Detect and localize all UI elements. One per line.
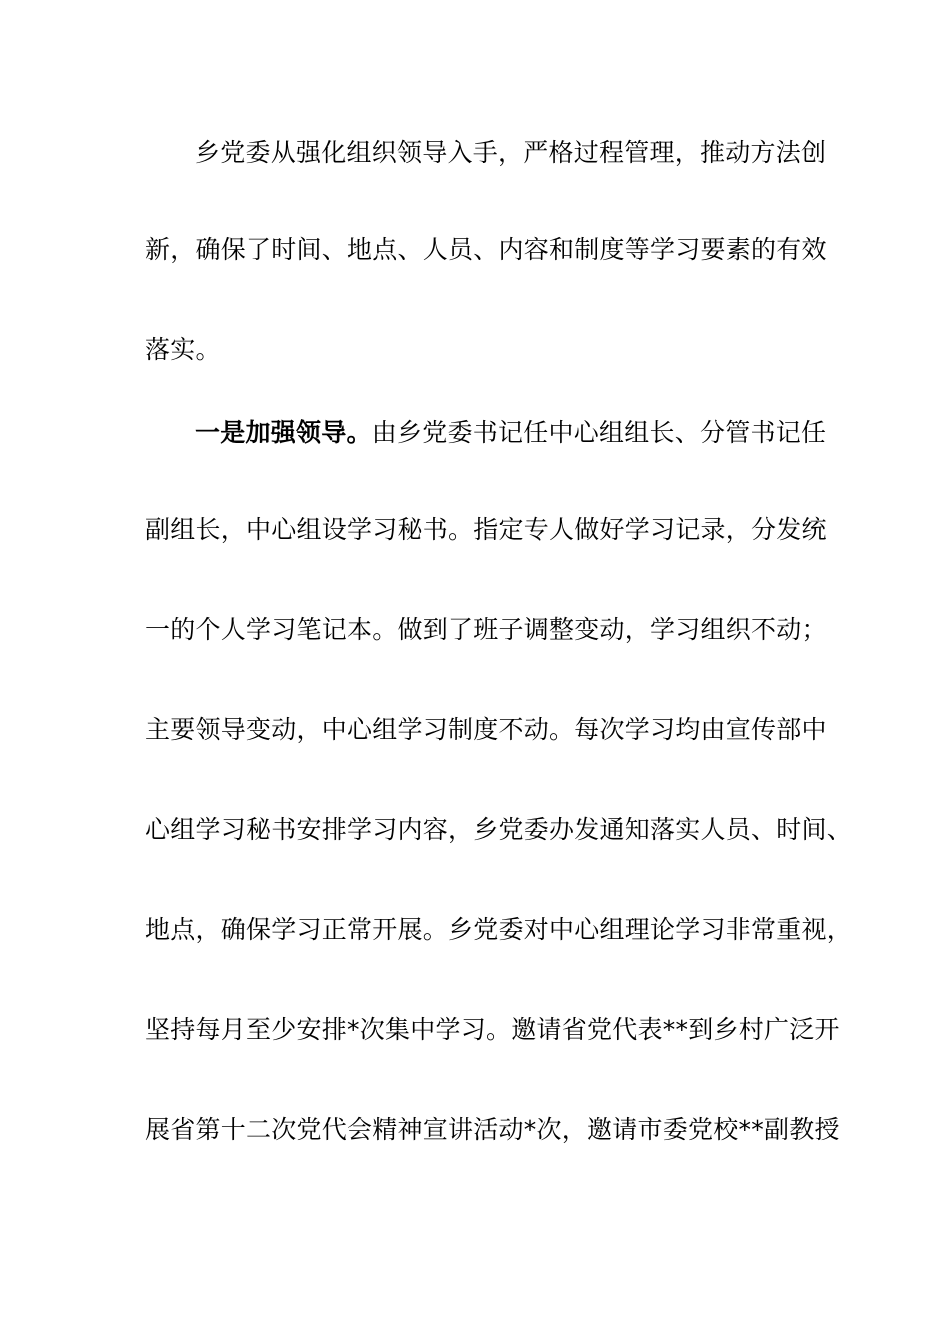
paragraph-2-line-6: 地点，确保学习正常开展。乡党委对中心组理论学习非常重视， xyxy=(145,915,853,944)
paragraph-2-line-1-text: 由乡党委书记任中心组组长、分管书记任 xyxy=(371,418,827,447)
paragraph-2-lead: 一是加强领导。 xyxy=(195,418,372,447)
paragraph-2-line-4: 主要领导变动，中心组学习制度不动。每次学习均由宣传部中 xyxy=(145,715,827,744)
paragraph-1-line-2: 新，确保了时间、地点、人员、内容和制度等学习要素的有效 xyxy=(145,235,827,264)
paragraph-2-line-2: 副组长，中心组设学习秘书。指定专人做好学习记录，分发统 xyxy=(145,515,827,544)
paragraph-1-line-3: 落实。 xyxy=(145,335,221,364)
paragraph-2-line-3: 一的个人学习笔记本。做到了班子调整变动，学习组织不动； xyxy=(145,615,827,644)
paragraph-2-line-8: 展省第十二次党代会精神宣讲活动*次，邀请市委党校**副教授 xyxy=(145,1115,840,1144)
paragraph-2-line-7: 坚持每月至少安排*次集中学习。邀请省党代表**到乡村广泛开 xyxy=(145,1015,840,1044)
paragraph-1-line-1: 乡党委从强化组织领导入手，严格过程管理，推动方法创 xyxy=(195,138,827,167)
paragraph-2-line-5: 心组学习秘书安排学习内容，乡党委办发通知落实人员、时间、 xyxy=(145,815,853,844)
paragraph-2-line-1 xyxy=(195,420,826,445)
